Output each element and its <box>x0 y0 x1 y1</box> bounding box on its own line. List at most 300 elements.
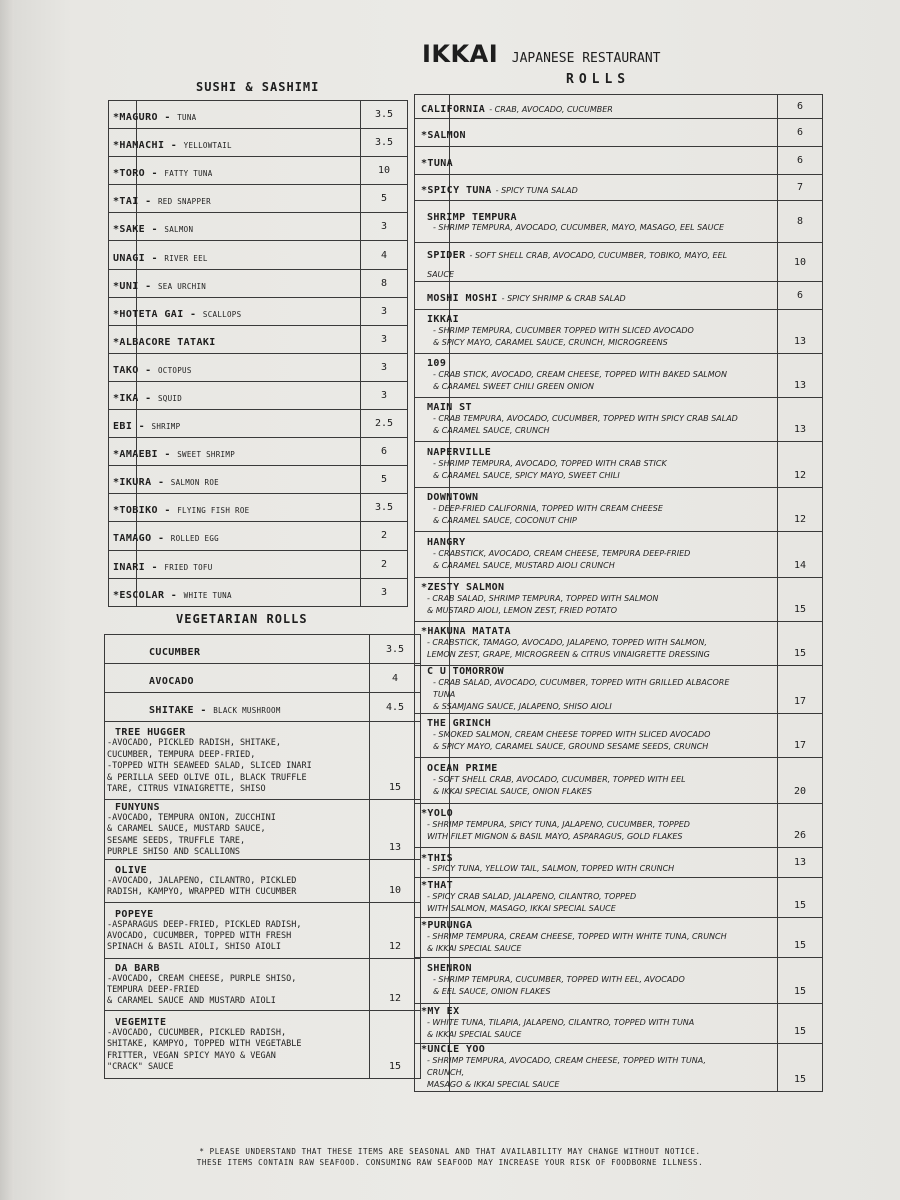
vegetarian-item-desc <box>107 876 365 899</box>
sushi-item-cell <box>113 157 361 185</box>
rolls-item-price: 13 <box>778 354 823 398</box>
sushi-item-name: EBI - <box>113 421 152 433</box>
sushi-item-name: *TAI - <box>113 196 158 208</box>
rolls-item-cell <box>427 243 778 282</box>
sushi-item-desc: SALMON <box>164 225 194 235</box>
rolls-desc-line: - CRABSTICK, TAMAGO, AVOCADO, JALAPENO, TOPPED WITH SALMON, <box>427 638 707 647</box>
rolls-item-name: *YOLO <box>421 808 454 819</box>
rolls-item-cell <box>421 622 778 666</box>
rolls-row <box>415 666 823 714</box>
rolls-row <box>415 119 823 147</box>
vegetarian-item-cell <box>105 722 370 800</box>
rolls-item-desc: - SHRIMP TEMPURA, AVOCADO, CUCUMBER, MAYO, MASAGO, EEL SAUCE <box>433 222 725 232</box>
sushi-row <box>109 269 408 297</box>
vegetarian-item-cell <box>105 693 370 722</box>
vegetarian-row <box>105 635 421 664</box>
sushi-item-cell <box>113 578 361 606</box>
vegetarian-item-cell <box>105 958 370 1010</box>
vegetarian-desc-line: PURPLE SHISO AND SCALLIONS <box>107 847 241 858</box>
rolls-item-name: OCEAN PRIME <box>427 763 498 774</box>
rolls-item-content <box>421 808 741 843</box>
sushi-item-price: 8 <box>361 269 408 297</box>
vegetarian-item-price: 4 <box>370 664 421 693</box>
vegetarian-desc-line: RADISH, KAMPYO, WRAPPED WITH CUCUMBER <box>107 887 297 898</box>
rolls-row <box>415 1004 823 1044</box>
rolls-row <box>415 804 823 848</box>
rolls-item-name: *THAT <box>421 880 454 891</box>
rolls-item-cell <box>421 119 778 147</box>
rolls-item-cell <box>427 958 778 1004</box>
rolls-desc-line: - WHITE TUNA, TILAPIA, JALAPENO, CILANTRO, TOPPED WITH TUNA <box>427 1018 695 1027</box>
rolls-desc-line: & CARAMEL SAUCE, COCONUT CHIP <box>433 516 577 525</box>
rolls-item-name: MAIN ST <box>427 402 472 413</box>
rolls-item-content <box>427 286 747 305</box>
rolls-row <box>415 918 823 958</box>
vegetarian-desc-line: & CARAMEL SAUCE, MUSTARD SAUCE, <box>107 824 266 835</box>
vegetarian-heading: VEGETARIAN ROLLS <box>176 612 308 626</box>
sushi-item-desc: FLYING FISH ROE <box>177 506 250 516</box>
rolls-item-content <box>421 97 741 116</box>
vegetarian-item-price: 13 <box>370 800 421 860</box>
vegetarian-item-cell <box>105 635 370 664</box>
rolls-desc-line: - CRAB SALAD, AVOCADO, CUCUMBER, TOPPED WITH GRILLED ALBACORE TUNA <box>433 678 730 699</box>
sushi-item-name: *IKURA - <box>113 477 171 489</box>
rolls-item-cell <box>421 147 778 175</box>
rolls-item-price: 10 <box>778 243 823 282</box>
sushi-item-name: *ESCOLAR - <box>113 589 184 601</box>
vegetarian-item-name: FUNYUNS <box>115 802 160 813</box>
restaurant-subtitle: JAPANESE RESTAURANT <box>511 51 661 66</box>
rolls-item-cell <box>421 95 778 119</box>
vegetarian-item-price: 12 <box>370 958 421 1010</box>
rolls-desc-line: - SHRIMP TEMPURA, AVOCADO, TOPPED WITH CRAB STICK <box>433 459 667 468</box>
rolls-item-desc <box>421 891 741 915</box>
rolls-item-price: 14 <box>778 532 823 578</box>
rolls-item-price: 6 <box>778 119 823 147</box>
vegetarian-desc-line: SESAME SEEDS, TRUFFLE TARE, <box>107 835 246 846</box>
rolls-row <box>415 848 823 878</box>
vegetarian-row <box>105 1010 421 1078</box>
rolls-item-cell <box>421 918 778 958</box>
vegetarian-item-name: SHITAKE - <box>149 704 214 716</box>
sushi-item-price: 10 <box>361 157 408 185</box>
vegetarian-desc-line: TEMPURA DEEP-FRIED <box>107 984 200 995</box>
sushi-row <box>109 241 408 269</box>
rolls-item-desc: - CRAB, AVOCADO, CUCUMBER <box>489 105 613 114</box>
sushi-item-desc: FATTY TUNA <box>164 169 213 179</box>
rolls-item-desc <box>427 974 747 998</box>
vegetarian-item-desc <box>107 813 365 859</box>
rolls-desc-line: - SOFT SHELL CRAB, AVOCADO, CUCUMBER, TOPPED WITH EEL <box>433 775 686 784</box>
sushi-row <box>109 410 408 438</box>
vegetarian-item-name: DA BARB <box>115 962 160 974</box>
sushi-item-cell <box>113 185 361 213</box>
sushi-item-price: 3 <box>361 213 408 241</box>
rolls-item-name: *HAKUNA MATATA <box>421 626 511 637</box>
rolls-item-name: 109 <box>427 358 447 369</box>
restaurant-title <box>422 40 661 68</box>
vegetarian-desc-line: SHITAKE, KAMPYO, TOPPED WITH VEGETABLE <box>107 1039 302 1050</box>
rolls-item-desc <box>427 774 747 798</box>
rolls-item-desc: - SPICY SHRIMP & CRAB SALAD <box>501 294 626 303</box>
sushi-item-price: 2 <box>361 550 408 578</box>
sushi-item-desc: WHITE TUNA <box>183 590 232 600</box>
rolls-item-content <box>421 880 741 915</box>
sushi-item-price: 2 <box>361 522 408 550</box>
rolls-item-cell <box>427 488 778 532</box>
vegetarian-item-name: CUCUMBER <box>149 646 201 658</box>
restaurant-name: IKKAI <box>422 40 499 68</box>
rolls-desc-line: & CARAMEL SWEET CHILI GREEN ONION <box>433 382 594 391</box>
sushi-table <box>108 100 408 607</box>
sushi-item-desc: SWEET SHRIMP <box>177 450 236 460</box>
rolls-heading: ROLLS <box>566 72 631 87</box>
rolls-desc-line: & SPICY MAYO, CARAMEL SAUCE, CRUNCH, MICROGREENS <box>433 338 668 347</box>
rolls-row <box>415 758 823 804</box>
vegetarian-item-price: 15 <box>370 1010 421 1078</box>
vegetarian-item-name: POPEYE <box>115 908 154 920</box>
rolls-item-cell <box>427 442 778 488</box>
sushi-item-desc: SQUID <box>157 393 183 403</box>
rolls-item-cell <box>421 175 778 201</box>
vegetarian-item-name: VEGEMITE <box>115 1016 167 1028</box>
sushi-row <box>109 101 408 129</box>
rolls-item-content <box>427 537 747 572</box>
sushi-item-desc: SHRIMP <box>151 422 181 432</box>
rolls-item-name: SHENRON <box>427 963 472 974</box>
rolls-item-name: *THIS <box>421 852 454 864</box>
vegetarian-table <box>104 634 421 1079</box>
rolls-desc-line: LEMON ZEST, GRAPE, MICROGREEN & CITRUS VINAIGRETTE DRESSING <box>427 650 710 659</box>
vegetarian-desc-line: & CARAMEL SAUCE AND MUSTARD AIOLI <box>107 996 276 1007</box>
sushi-item-cell <box>113 381 361 409</box>
rolls-desc-line: WITH FILET MIGNON & BASIL MAYO, ASPARAGUS, GOLD FLAKES <box>427 832 683 841</box>
rolls-item-cell <box>421 1004 778 1044</box>
rolls-item-content <box>421 853 741 873</box>
rolls-item-price: 7 <box>778 175 823 201</box>
vegetarian-row <box>105 859 421 902</box>
rolls-item-cell <box>427 532 778 578</box>
sushi-row <box>109 381 408 409</box>
vegetarian-item-price: 4.5 <box>370 693 421 722</box>
sushi-item-name: *UNI - <box>113 280 158 292</box>
rolls-item-name: IKKAI <box>427 314 460 325</box>
rolls-item-price: 20 <box>778 758 823 804</box>
rolls-item-content <box>427 212 747 232</box>
rolls-item-name: *TUNA <box>421 158 454 169</box>
rolls-row <box>415 442 823 488</box>
vegetarian-item-desc <box>107 1028 365 1074</box>
vegetarian-item-name: TREE HUGGER <box>115 727 186 739</box>
vegetarian-desc-line: -AVOCADO, TEMPURA ONION, ZUCCHINI <box>107 813 276 823</box>
rolls-row <box>415 310 823 354</box>
sushi-row <box>109 494 408 522</box>
sushi-item-desc: FRIED TOFU <box>164 562 213 572</box>
sushi-item-name: *ALBACORE TATAKI <box>113 336 216 348</box>
rolls-desc-line: & SSAMJANG SAUCE, JALAPENO, SHISO AIOLI <box>433 702 612 711</box>
sushi-row <box>109 157 408 185</box>
rolls-item-price: 15 <box>778 878 823 918</box>
sushi-item-price: 3 <box>361 297 408 325</box>
rolls-item-content <box>421 920 741 955</box>
vegetarian-item-cell <box>105 664 370 693</box>
vegetarian-desc-line: FRITTER, VEGAN SPICY MAYO & VEGAN <box>107 1050 276 1061</box>
rolls-item-desc: - SPICY TUNA, YELLOW TAIL, SALMON, TOPPED WITH CRUNCH <box>427 863 675 873</box>
rolls-row <box>415 878 823 918</box>
vegetarian-item-name: AVOCADO <box>149 675 194 687</box>
sushi-item-desc: SCALLOPS <box>202 309 242 319</box>
rolls-item-price: 15 <box>778 578 823 622</box>
rolls-item-price: 17 <box>778 714 823 758</box>
footer-seasonal-note: * PLEASE UNDERSTAND THAT THESE ITEMS ARE SEASONAL AND THAT AVAILABILITY MAY CHANGE WITHOUT NOTICE. <box>199 1147 701 1156</box>
vegetarian-item-cell <box>105 902 370 958</box>
rolls-row <box>415 282 823 310</box>
vegetarian-desc-line: TARE, CITRUS VINAIGRETTE, SHISO <box>107 784 266 795</box>
rolls-item-content <box>427 447 747 482</box>
rolls-item-desc <box>427 503 747 527</box>
rolls-desc-line: & IKKAI SPECIAL SAUCE <box>427 1030 522 1039</box>
rolls-desc-line: - CRAB STICK, AVOCADO, CREAM CHEESE, TOPPED WITH BAKED SALMON <box>433 370 727 379</box>
rolls-item-desc <box>421 819 741 843</box>
rolls-item-content <box>421 1044 741 1091</box>
sushi-row <box>109 438 408 466</box>
sushi-item-name: TAMAGO - <box>113 533 171 545</box>
sushi-item-cell <box>113 353 361 381</box>
rolls-item-content <box>427 763 747 798</box>
sushi-item-desc: YELLOWTAIL <box>183 141 232 151</box>
sushi-item-name: INARI - <box>113 561 165 573</box>
sushi-item-cell <box>113 129 361 157</box>
rolls-item-name: C U TOMORROW <box>427 666 505 677</box>
sushi-row <box>109 325 408 353</box>
rolls-item-cell <box>421 578 778 622</box>
rolls-item-price: 6 <box>778 282 823 310</box>
rolls-desc-line: - CRABSTICK, AVOCADO, CREAM CHEESE, TEMPURA DEEP-FRIED <box>433 549 691 558</box>
rolls-desc-line: - CRAB SALAD, SHRIMP TEMPURA, TOPPED WITH SALMON <box>427 594 659 603</box>
rolls-item-content <box>421 178 741 197</box>
rolls-desc-line: & IKKAI SPECIAL SAUCE <box>427 944 522 953</box>
rolls-row <box>415 958 823 1004</box>
rolls-item-content <box>427 358 747 393</box>
sushi-item-name: *IKA - <box>113 392 158 404</box>
rolls-item-price: 8 <box>778 201 823 243</box>
sushi-item-name: *MAGURO - <box>113 112 178 124</box>
rolls-desc-line: & IKKAI SPECIAL SAUCE, ONION FLAKES <box>433 787 592 796</box>
rolls-item-desc <box>421 931 741 955</box>
rolls-row <box>415 243 823 282</box>
sushi-item-price: 3 <box>361 325 408 353</box>
rolls-desc-line: & EEL SAUCE, ONION FLAKES <box>433 987 551 996</box>
rolls-item-content <box>427 402 747 437</box>
rolls-item-name: HANGRY <box>427 537 466 548</box>
rolls-item-cell <box>421 804 778 848</box>
rolls-item-price: 15 <box>778 622 823 666</box>
rolls-item-name: NAPERVILLE <box>427 447 492 458</box>
rolls-desc-line: & CARAMEL SAUCE, MUSTARD AIOLI CRUNCH <box>433 561 615 570</box>
sushi-item-desc: OCTOPUS <box>157 365 192 375</box>
rolls-item-name: *MY EX <box>421 1006 460 1017</box>
rolls-item-cell <box>427 310 778 354</box>
rolls-row <box>415 532 823 578</box>
rolls-item-content <box>421 1006 741 1041</box>
sushi-item-cell <box>113 466 361 494</box>
rolls-desc-line: - CRAB TEMPURA, AVOCADO, CUCUMBER, TOPPED WITH SPICY CRAB SALAD <box>433 414 738 423</box>
vegetarian-row <box>105 722 421 800</box>
rolls-item-desc <box>427 548 747 572</box>
rolls-desc-line: - SHRIMP TEMPURA, CUCUMBER TOPPED WITH SLICED AVOCADO <box>433 326 694 335</box>
rolls-desc-line: - SHRIMP TEMPURA, CUCUMBER, TOPPED WITH EEL, AVOCADO <box>433 975 685 984</box>
sushi-item-desc: SEA URCHIN <box>157 281 207 291</box>
rolls-item-content <box>427 314 747 349</box>
rolls-item-price: 15 <box>778 1044 823 1092</box>
rolls-item-cell <box>427 714 778 758</box>
sushi-item-cell <box>113 410 361 438</box>
rolls-item-name: THE GRINCH <box>427 718 492 729</box>
sushi-row <box>109 213 408 241</box>
sushi-item-cell <box>113 325 361 353</box>
vegetarian-item-name: OLIVE <box>115 864 148 876</box>
rolls-row <box>415 488 823 532</box>
sushi-row <box>109 353 408 381</box>
sushi-item-name: *HOTETA GAI - <box>113 308 203 320</box>
sushi-item-name: *SAKE - <box>113 224 165 236</box>
rolls-item-price: 15 <box>778 918 823 958</box>
vegetarian-desc-line: & PERILLA SEED OLIVE OIL, BLACK TRUFFLE <box>107 772 307 783</box>
sushi-item-name: *TORO - <box>113 168 165 180</box>
vegetarian-row <box>105 800 421 860</box>
sushi-item-desc: ROLLED EGG <box>170 534 219 544</box>
rolls-item-name: *ZESTY SALMON <box>421 582 505 593</box>
rolls-item-price: 13 <box>778 398 823 442</box>
sushi-item-price: 3 <box>361 381 408 409</box>
rolls-item-desc <box>427 325 747 349</box>
rolls-item-desc <box>421 593 741 617</box>
rolls-desc-line: - SHRIMP TEMPURA, CREAM CHEESE, TOPPED WITH WHITE TUNA, CRUNCH <box>427 932 727 941</box>
vegetarian-item-desc: BLACK MUSHROOM <box>213 705 281 715</box>
sushi-item-desc: RED SNAPPER <box>157 197 211 207</box>
rolls-desc-line: & CARAMEL SAUCE, CRUNCH <box>433 426 550 435</box>
rolls-item-price: 12 <box>778 488 823 532</box>
rolls-item-content <box>427 492 747 527</box>
rolls-item-desc <box>427 677 747 713</box>
vegetarian-desc-line: -AVOCADO, CUCUMBER, PICKLED RADISH, <box>107 1027 287 1038</box>
rolls-desc-line: & SPICY MAYO, CARAMEL SAUCE, GROUND SESAME SEEDS, CRUNCH <box>433 742 709 751</box>
rolls-item-price: 13 <box>778 848 823 878</box>
rolls-row <box>415 578 823 622</box>
rolls-item-name: *PURUNGA <box>421 920 473 931</box>
rolls-item-desc <box>427 729 747 753</box>
rolls-row <box>415 622 823 666</box>
sushi-row <box>109 297 408 325</box>
rolls-item-name: DOWNTOWN <box>427 492 479 503</box>
rolls-desc-line: - DEEP-FRIED CALIFORNIA, TOPPED WITH CREAM CHEESE <box>433 504 663 513</box>
sushi-item-price: 3.5 <box>361 101 408 129</box>
rolls-row <box>415 147 823 175</box>
rolls-row <box>415 1044 823 1092</box>
rolls-desc-line: MASAGO & IKKAI SPECIAL SAUCE <box>427 1080 560 1089</box>
rolls-row <box>415 175 823 201</box>
rolls-item-desc <box>427 369 747 393</box>
sushi-row <box>109 522 408 550</box>
sushi-item-name: *TOBIKO - <box>113 505 178 517</box>
vegetarian-item-price: 10 <box>370 859 421 902</box>
vegetarian-item-cell <box>105 859 370 902</box>
rolls-item-cell <box>427 758 778 804</box>
rolls-item-desc: - SOFT SHELL CRAB, AVOCADO, CUCUMBER, TOBIKO, MAYO, EEL SAUCE <box>427 251 728 279</box>
rolls-row <box>415 714 823 758</box>
rolls-item-desc <box>421 1017 741 1041</box>
rolls-desc-line: - SHRIMP TEMPURA, AVOCADO, CREAM CHEESE, TOPPED WITH TUNA, CRUNCH, <box>427 1056 706 1077</box>
rolls-item-cell <box>427 201 778 243</box>
rolls-row <box>415 354 823 398</box>
rolls-item-desc <box>427 458 747 482</box>
vegetarian-desc-line: -AVOCADO, PICKLED RADISH, SHITAKE, <box>107 738 281 749</box>
vegetarian-item-price: 15 <box>370 722 421 800</box>
rolls-item-price: 17 <box>778 666 823 714</box>
rolls-desc-line: & CARAMEL SAUCE, SPICY MAYO, SWEET CHILI <box>433 471 620 480</box>
rolls-item-price: 6 <box>778 95 823 119</box>
vegetarian-item-price: 12 <box>370 902 421 958</box>
rolls-item-cell <box>427 282 778 310</box>
rolls-row <box>415 398 823 442</box>
vegetarian-desc-line: "CRACK" SAUCE <box>107 1062 174 1073</box>
sushi-heading: SUSHI & SASHIMI <box>196 80 320 94</box>
rolls-desc-line: WITH SALMON, MASAGO, IKKAI SPECIAL SAUCE <box>427 904 616 913</box>
vegetarian-row <box>105 958 421 1010</box>
rolls-item-content <box>421 626 741 661</box>
vegetarian-desc-line: SPINACH & BASIL AIOLI, SHISO AIOLI <box>107 942 281 953</box>
sushi-row <box>109 550 408 578</box>
paper-edge <box>0 0 14 1200</box>
rolls-item-cell <box>427 354 778 398</box>
rolls-item-content <box>427 243 747 281</box>
rolls-desc-line: & MUSTARD AIOLI, LEMON ZEST, FRIED POTATO <box>427 606 618 615</box>
sushi-item-desc: TUNA <box>177 113 197 123</box>
footer-raw-seafood-warning: THESE ITEMS CONTAIN RAW SEAFOOD. CONSUMING RAW SEAFOOD MAY INCREASE YOUR RISK OF FOODBORNE ILLNESS. <box>196 1158 704 1167</box>
rolls-item-cell <box>421 1044 778 1092</box>
vegetarian-row <box>105 902 421 958</box>
rolls-item-content <box>427 963 747 998</box>
vegetarian-item-cell <box>105 1010 370 1078</box>
rolls-item-name: SHRIMP TEMPURA <box>427 211 517 223</box>
rolls-item-cell <box>427 666 778 714</box>
sushi-item-price: 5 <box>361 185 408 213</box>
rolls-item-price: 12 <box>778 442 823 488</box>
rolls-item-name: CALIFORNIA <box>421 104 486 115</box>
vegetarian-item-desc <box>107 920 365 954</box>
sushi-row <box>109 466 408 494</box>
vegetarian-item-desc <box>107 974 365 1008</box>
vegetarian-desc-line: -AVOCADO, JALAPENO, CILANTRO, PICKLED <box>107 875 297 886</box>
rolls-item-name: MOSHI MOSHI <box>427 293 498 304</box>
rolls-item-content <box>427 666 747 713</box>
rolls-item-price: 6 <box>778 147 823 175</box>
rolls-item-price: 15 <box>778 958 823 1004</box>
rolls-item-name: *UNCLE YOO <box>421 1044 486 1055</box>
sushi-item-cell <box>113 550 361 578</box>
sushi-item-desc: RIVER EEL <box>164 253 208 263</box>
sushi-item-cell <box>113 101 361 129</box>
rolls-item-desc <box>421 637 741 661</box>
sushi-item-price: 3.5 <box>361 494 408 522</box>
rolls-row <box>415 95 823 119</box>
vegetarian-desc-line: AVOCADO, CUCUMBER, TOPPED WITH FRESH <box>107 930 292 941</box>
rolls-item-cell <box>421 848 778 878</box>
sushi-item-price: 3 <box>361 578 408 606</box>
rolls-item-cell <box>427 398 778 442</box>
sushi-item-name: TAKO - <box>113 364 158 376</box>
rolls-item-name: *SPICY TUNA <box>421 185 492 196</box>
